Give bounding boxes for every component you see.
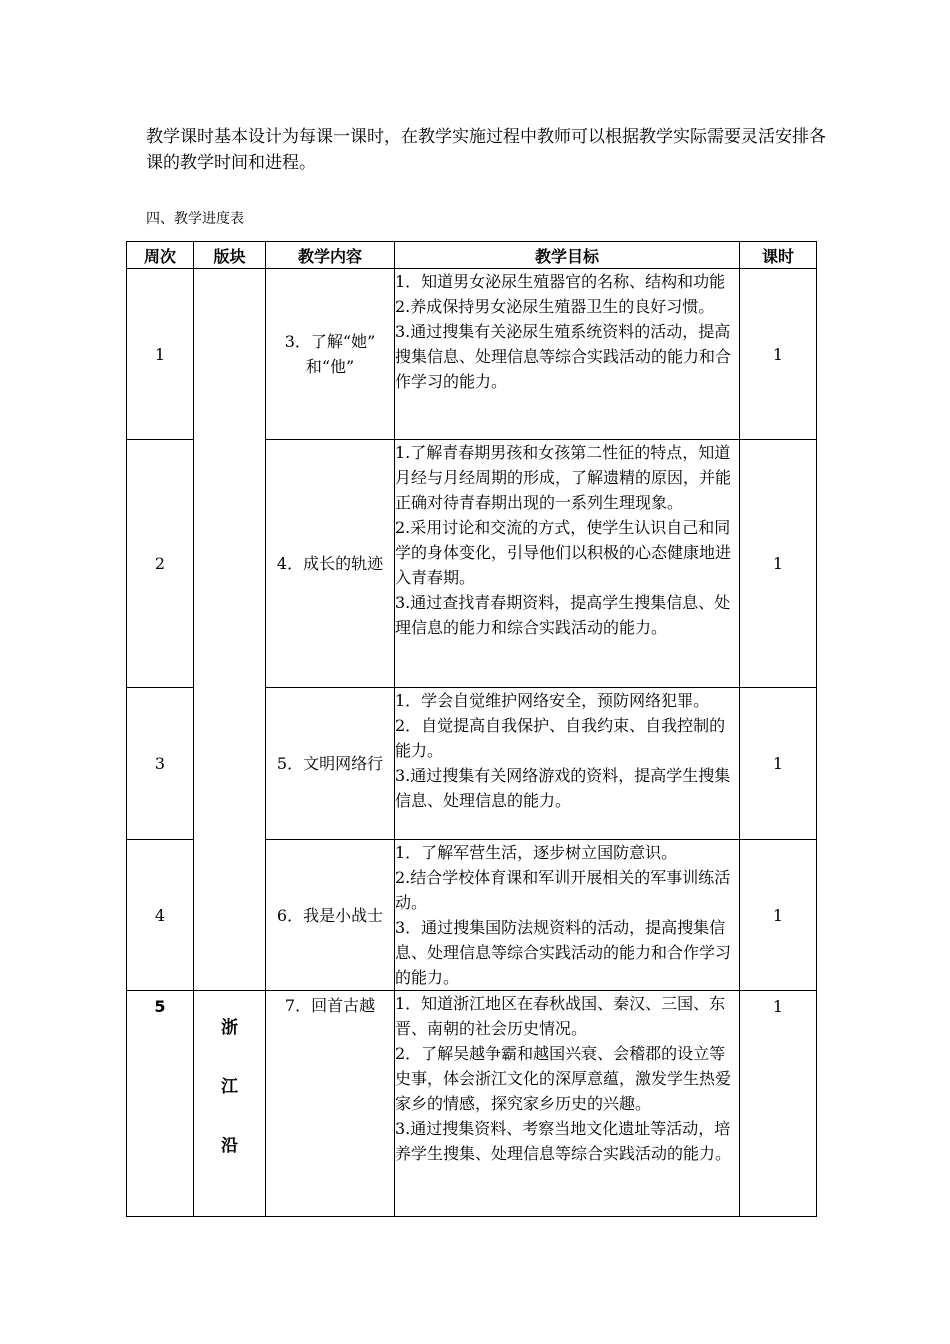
goal-item: 1.了解青春期男孩和女孩第二性征的特点，知道月经与月经周期的形成，了解遗精的原因，并能正确对待青春期出现的一系列生理现象。 [395,443,732,512]
content-text: 6．我是小战士 [276,905,384,925]
goal-item: 2．了解吴越争霸和越国兴衰、会稽郡的设立等史事，体会浙江文化的深厚意蕴，激发学生热爱家乡的情感，探究家乡历史的兴趣。 [395,1044,732,1113]
goals-cell [395,269,740,440]
header-week: 周次 [127,242,194,269]
goal-item: 2．自觉提高自我保护、自我约束、自我控制的能力。 [395,716,726,760]
block-cell [194,269,266,991]
content-text: 7．回首古越 [284,996,376,1015]
block-char: 沿 [221,1136,238,1156]
hours-cell: 1 [740,991,817,1217]
intro-paragraph: 教学课时基本设计为每课一课时，在教学实施过程中教师可以根据教学实际需要灵活安排各课的教学时间和进程。 [146,127,826,173]
week-cell: 4 [127,840,194,991]
goal-item: 1．了解军营生活，逐步树立国防意识。 [395,843,678,862]
goal-item: 2.结合学校体育课和军训开展相关的军事训练活动。 [395,868,731,912]
goal-item: 3．通过搜集国防法规资料的活动，提高搜集信息、处理信息等综合实践活动的能力和合作学习的能力。 [395,918,732,987]
goal-item: 3.通过查找青春期资料，提高学生搜集信息、处理信息的能力和综合实践活动的能力。 [395,593,731,637]
content-cell [266,440,395,688]
header-block: 版块 [194,242,266,269]
content-text: 5．文明网络行 [276,754,384,773]
goal-item: 3.通过搜集资料、考察当地文化遗址等活动，培养学生搜集、处理信息等综合实践活动的能力。 [395,1119,732,1163]
goal-item: 1．学会自觉维护网络安全，预防网络犯罪。 [395,691,710,710]
table-header-row [127,242,817,269]
block-char: 浙 [221,1018,238,1038]
goals-cell [395,840,740,991]
schedule-table [126,241,817,1217]
week-cell: 5 [127,991,194,1217]
content-cell [266,269,395,440]
goal-item: 1．知道男女泌尿生殖器官的名称、结构和功能 [395,272,726,291]
content-cell [266,688,395,840]
section-title: 四、教学进度表 [146,211,244,227]
goals-cell [395,440,740,688]
hours-cell: 1 [740,688,817,840]
header-hours: 课时 [740,242,817,269]
week-cell: 3 [127,688,194,840]
hours-cell: 1 [740,269,817,440]
goal-item: 3.通过搜集有关网络游戏的资料，提高学生搜集信息、处理信息的能力。 [395,766,731,810]
content-cell [266,991,395,1217]
week-cell: 1 [127,269,194,440]
content-cell [266,840,395,991]
goal-item: 3.通过搜集有关泌尿生殖系统资料的活动，提高搜集信息、处理信息等综合实践活动的能力和合作学习的能力。 [395,322,732,391]
week-cell: 2 [127,440,194,688]
table-row [127,991,817,1217]
goal-item: 2.养成保持男女泌尿生殖器卫生的良好习惯。 [395,297,715,316]
hours-cell: 1 [740,840,817,991]
block-label [194,991,265,1156]
goals-cell [395,991,740,1217]
goal-item: 1．知道浙江地区在春秋战国、秦汉、三国、东晋、南朝的社会历史情况。 [395,994,726,1038]
header-content: 教学内容 [266,242,395,269]
block-cell [194,991,266,1217]
content-text: 4．成长的轨迹 [276,554,384,573]
block-char: 江 [221,1077,238,1097]
header-goals: 教学目标 [395,242,740,269]
goals-cell [395,688,740,840]
goal-item: 2.采用讨论和交流的方式，使学生认识自己和同学的身体变化，引导他们以积极的心态健康地进入青春期。 [395,518,732,587]
hours-cell: 1 [740,440,817,688]
content-text: 3．了解“她” 和“他” [284,332,376,376]
table-row [127,269,817,440]
